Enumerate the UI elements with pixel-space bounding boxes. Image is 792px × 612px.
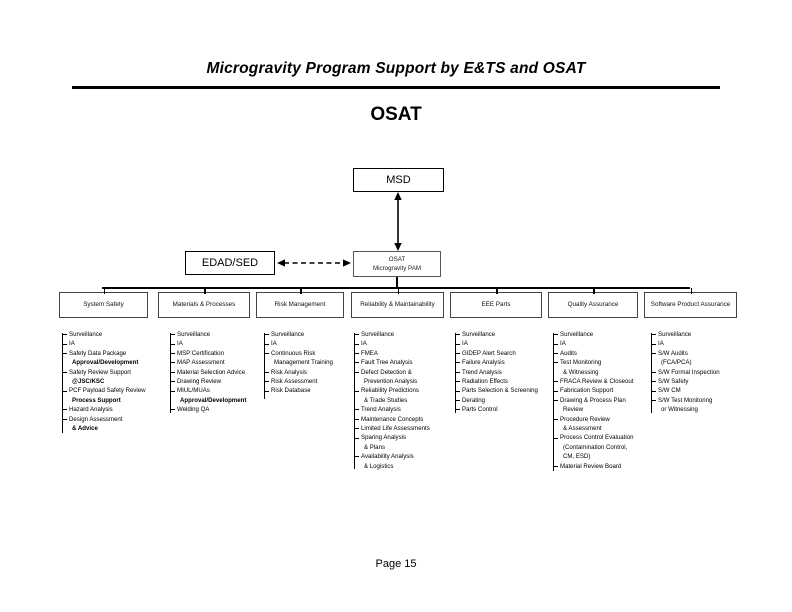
list-spine [170,333,171,413]
list-item: Radiation Effects [462,377,538,386]
node-msd[interactable] [353,168,444,192]
column-task-list-2 [170,330,246,415]
column-task-list-4 [354,330,430,471]
column-header-label: Quality Assurance [567,300,619,308]
column-task-list-7 [651,330,720,415]
list-item: Failure Analysis [462,358,538,367]
column-header-label: System Safety [83,300,124,308]
list-item: Approval/Development [72,359,139,367]
list-item: Drawing & Process Plan [560,396,634,405]
list-item: Safety Review Support [69,368,146,377]
list-item: FRACA Review & Closeout [560,378,634,386]
list-item: Reliability Predictions [361,386,430,395]
list-item: Approval/Development [180,396,247,404]
node-msd-label: MSD [386,173,411,186]
list-item: Trend Analysis [361,405,430,414]
list-item: Surveillance [271,330,333,339]
list-item: PCF Payload Safety Review [69,387,146,395]
list-item: CM, ESD) [563,453,591,461]
list-item: Maintenance Concepts [361,415,430,424]
list-item: Defect Detection & [361,368,430,377]
node-pam-label-line2: Microgravity PAM [372,264,422,272]
list-item: & Logistics [364,462,394,470]
connector-drop-3 [300,288,302,294]
list-item: IA [560,339,634,348]
list-item: Process Control Evaluation [560,434,634,442]
list-item: MIUL/MUAs [177,386,246,395]
list-item: Safety Data Package [69,349,146,358]
column-header-label: Reliability & Maintainability [360,300,435,308]
list-item: IA [462,339,538,348]
connector-edad-pam-dashed-arrow [277,257,351,269]
list-item: Surveillance [462,330,538,339]
column-header-label: EEE Parts [481,300,511,308]
list-item: Limited Life Assessments [361,425,430,433]
column-task-list-6 [553,330,634,471]
connector-bus-horizontal [102,287,690,289]
list-item: IA [658,339,720,348]
org-chart-heading: OSAT [370,104,422,125]
list-item: Procedure Review [560,415,634,424]
column-task-list-1 [62,330,146,433]
list-item: Fault Tree Analysis [361,358,430,367]
list-item: MSP Certification [177,349,246,358]
list-item: Trend Analysis [462,368,538,377]
list-item: Material Selection Advice [177,368,246,376]
column-header-2[interactable] [158,292,250,318]
list-item: Surveillance [177,330,246,339]
list-item: Continuous Risk [271,349,333,358]
list-item: @JSC/KSC [72,378,105,386]
page-number: Page 15 [375,558,417,570]
list-item: Welding QA [177,405,246,414]
column-header-7[interactable] [644,292,737,318]
column-header-label: Materials & Processes [172,300,236,308]
list-item: & Advice [72,425,98,433]
list-item: Drawing Review [177,377,246,386]
list-item: (Contamination Control, [563,443,628,451]
list-item: Surveillance [361,330,430,339]
list-item: Material Review Board [560,462,634,471]
list-item: Review [563,406,583,414]
list-item: Process Support [72,396,121,404]
column-task-list-5 [455,330,538,415]
connector-drop-6 [593,288,595,294]
list-item: & Assessment [563,425,602,433]
column-header-1[interactable] [59,292,148,318]
list-item: Management Training [274,359,333,367]
connector-drop-4 [398,288,400,294]
column-header-4[interactable] [351,292,444,318]
page-title: Microgravity Program Support by E&TS and OSAT [206,60,586,77]
list-item: Audits [560,349,634,358]
column-task-list-3 [264,330,333,396]
column-header-label: Risk Management [274,300,326,308]
title-divider [72,86,720,89]
list-item: Derating [462,396,538,405]
list-item: Surveillance [560,330,634,339]
list-item: S/W Safety [658,377,720,386]
column-header-5[interactable] [450,292,542,318]
list-item: Risk Database [271,386,333,395]
list-item: S/W Test Monitoring [658,396,720,405]
list-item: & Trade Studies [364,396,408,404]
list-item: Surveillance [658,330,720,339]
node-pam-label-line1: OSAT [388,256,406,264]
list-item: Parts Selection & Screening [462,387,538,395]
list-item: Surveillance [69,330,146,339]
list-item: Hazard Analysis [69,405,146,414]
list-item: S/W Audits [658,349,720,358]
list-item: IA [361,339,430,348]
list-item: Risk Assessment [271,377,333,386]
list-item: Sparing Analysis [361,433,430,442]
list-item: & Plans [364,443,386,451]
list-item: Fabrication Support [560,386,634,395]
list-item: Risk Analysis [271,368,333,377]
list-item: Availability Analysis [361,452,430,461]
list-item: FMEA [361,349,430,358]
list-item: IA [177,339,246,348]
list-item: (FCA/PCA) [661,359,692,367]
column-header-label: Software Product Assurance [650,300,731,308]
list-item: S/W Formal Inspection [658,368,720,376]
column-header-3[interactable] [256,292,344,318]
connector-drop-7 [691,288,693,294]
list-item: Test Monitoring [560,358,634,367]
list-item: & Witnessing [563,368,599,376]
list-item: IA [69,339,146,348]
connector-drop-2 [204,288,206,294]
list-item: Prevention Analysis [364,378,418,386]
node-edad-sed-label: EDAD/SED [201,256,259,269]
connector-drop-1 [104,288,106,294]
connector-msd-pam-arrow [392,192,404,251]
list-item: or Witnessing [661,406,698,414]
list-item: S/W CM [658,386,720,395]
node-osat-microgravity-pam[interactable] [353,251,441,277]
column-header-6[interactable] [548,292,638,318]
list-item: MAP Assessment [177,358,246,367]
list-item: Design Assessment [69,415,146,424]
connector-drop-5 [496,288,498,294]
list-item: Parts Control [462,405,538,414]
list-item: IA [271,339,333,348]
list-item: GIDEP Alert Search [462,349,538,358]
node-edad-sed[interactable] [185,251,275,275]
